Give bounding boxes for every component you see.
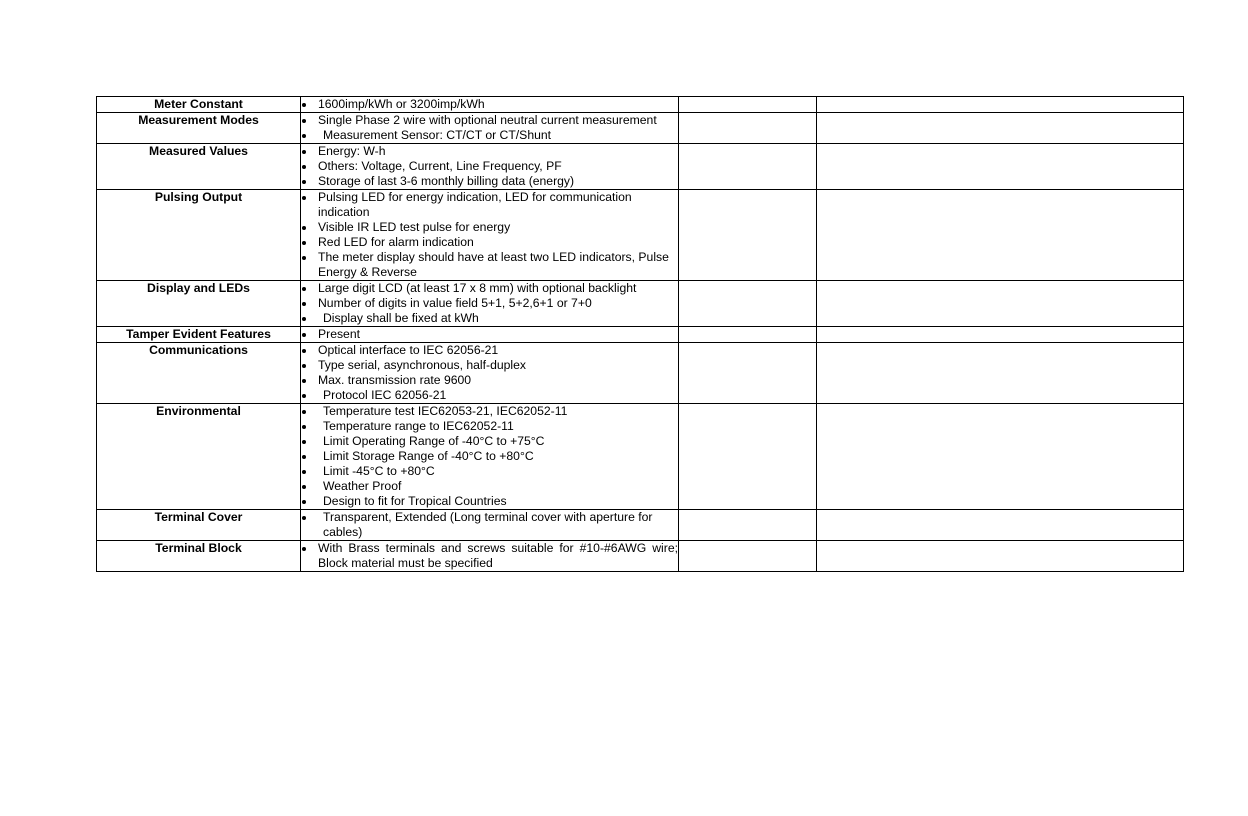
list-item: Optical interface to IEC 62056-21 (301, 343, 678, 358)
empty-cell (679, 327, 817, 343)
list-item: Temperature range to IEC62052-11 (301, 419, 678, 434)
list-item: Single Phase 2 wire with optional neutral current measurement (301, 113, 678, 128)
table-row (97, 281, 1184, 327)
row-features (301, 404, 679, 510)
empty-cell (679, 97, 817, 113)
list-item: Large digit LCD (at least 17 x 8 mm) with optional backlight (301, 281, 678, 296)
list-item: Others: Voltage, Current, Line Frequency, PF (301, 159, 678, 174)
empty-cell (817, 281, 1184, 327)
list-item: Limit Storage Range of -40°C to +80°C (301, 449, 678, 464)
row-label: Measurement Modes (97, 113, 301, 144)
row-features (301, 343, 679, 404)
row-features (301, 327, 679, 343)
list-item: Max. transmission rate 9600 (301, 373, 678, 388)
list-item: Type serial, asynchronous, half-duplex (301, 358, 678, 373)
row-features (301, 510, 679, 541)
table-row (97, 343, 1184, 404)
empty-cell (679, 404, 817, 510)
list-item: Limit -45°C to +80°C (301, 464, 678, 479)
empty-cell (679, 144, 817, 190)
table-row (97, 97, 1184, 113)
table-row (97, 541, 1184, 572)
row-features (301, 190, 679, 281)
list-item: The meter display should have at least two LED indicators, Pulse Energy & Reverse (301, 250, 678, 280)
row-features (301, 281, 679, 327)
list-item: Limit Operating Range of -40°C to +75°C (301, 434, 678, 449)
empty-cell (679, 541, 817, 572)
table-row (97, 144, 1184, 190)
table-row (97, 404, 1184, 510)
table-row (97, 113, 1184, 144)
empty-cell (817, 541, 1184, 572)
empty-cell (817, 404, 1184, 510)
list-item: Protocol IEC 62056-21 (301, 388, 678, 403)
empty-cell (679, 113, 817, 144)
empty-cell (679, 281, 817, 327)
table-row (97, 190, 1184, 281)
empty-cell (817, 190, 1184, 281)
table-row (97, 510, 1184, 541)
row-label: Environmental (97, 404, 301, 510)
table-row (97, 327, 1184, 343)
list-item: Present (301, 327, 678, 342)
row-label: Meter Constant (97, 97, 301, 113)
empty-cell (817, 327, 1184, 343)
row-label: Tamper Evident Features (97, 327, 301, 343)
list-item: Measurement Sensor: CT/CT or CT/Shunt (301, 128, 678, 143)
empty-cell (817, 144, 1184, 190)
row-label: Communications (97, 343, 301, 404)
row-label: Measured Values (97, 144, 301, 190)
list-item: With Brass terminals and screws suitable for #10-#6AWG wire; Block material must be specified (301, 541, 678, 571)
list-item: Weather Proof (301, 479, 678, 494)
list-item: Energy: W-h (301, 144, 678, 159)
list-item: Pulsing LED for energy indication, LED for communication indication (301, 190, 678, 220)
list-item: Storage of last 3-6 monthly billing data (energy) (301, 174, 678, 189)
list-item: Number of digits in value field 5+1, 5+2,6+1 or 7+0 (301, 296, 678, 311)
list-item: 1600imp/kWh or 3200imp/kWh (301, 97, 678, 112)
row-features (301, 97, 679, 113)
row-label: Terminal Block (97, 541, 301, 572)
row-label: Pulsing Output (97, 190, 301, 281)
empty-cell (817, 343, 1184, 404)
list-item: Temperature test IEC62053-21, IEC62052-11 (301, 404, 678, 419)
row-features (301, 113, 679, 144)
empty-cell (817, 97, 1184, 113)
row-features (301, 541, 679, 572)
empty-cell (817, 113, 1184, 144)
empty-cell (679, 510, 817, 541)
list-item: Visible IR LED test pulse for energy (301, 220, 678, 235)
row-label: Terminal Cover (97, 510, 301, 541)
row-label: Display and LEDs (97, 281, 301, 327)
list-item: Red LED for alarm indication (301, 235, 678, 250)
list-item: Display shall be fixed at kWh (301, 311, 678, 326)
list-item: Design to fit for Tropical Countries (301, 494, 678, 509)
row-features (301, 144, 679, 190)
empty-cell (679, 343, 817, 404)
empty-cell (679, 190, 817, 281)
list-item: Transparent, Extended (Long terminal cover with aperture for cables) (301, 510, 678, 540)
spec-table (96, 96, 1184, 572)
empty-cell (817, 510, 1184, 541)
